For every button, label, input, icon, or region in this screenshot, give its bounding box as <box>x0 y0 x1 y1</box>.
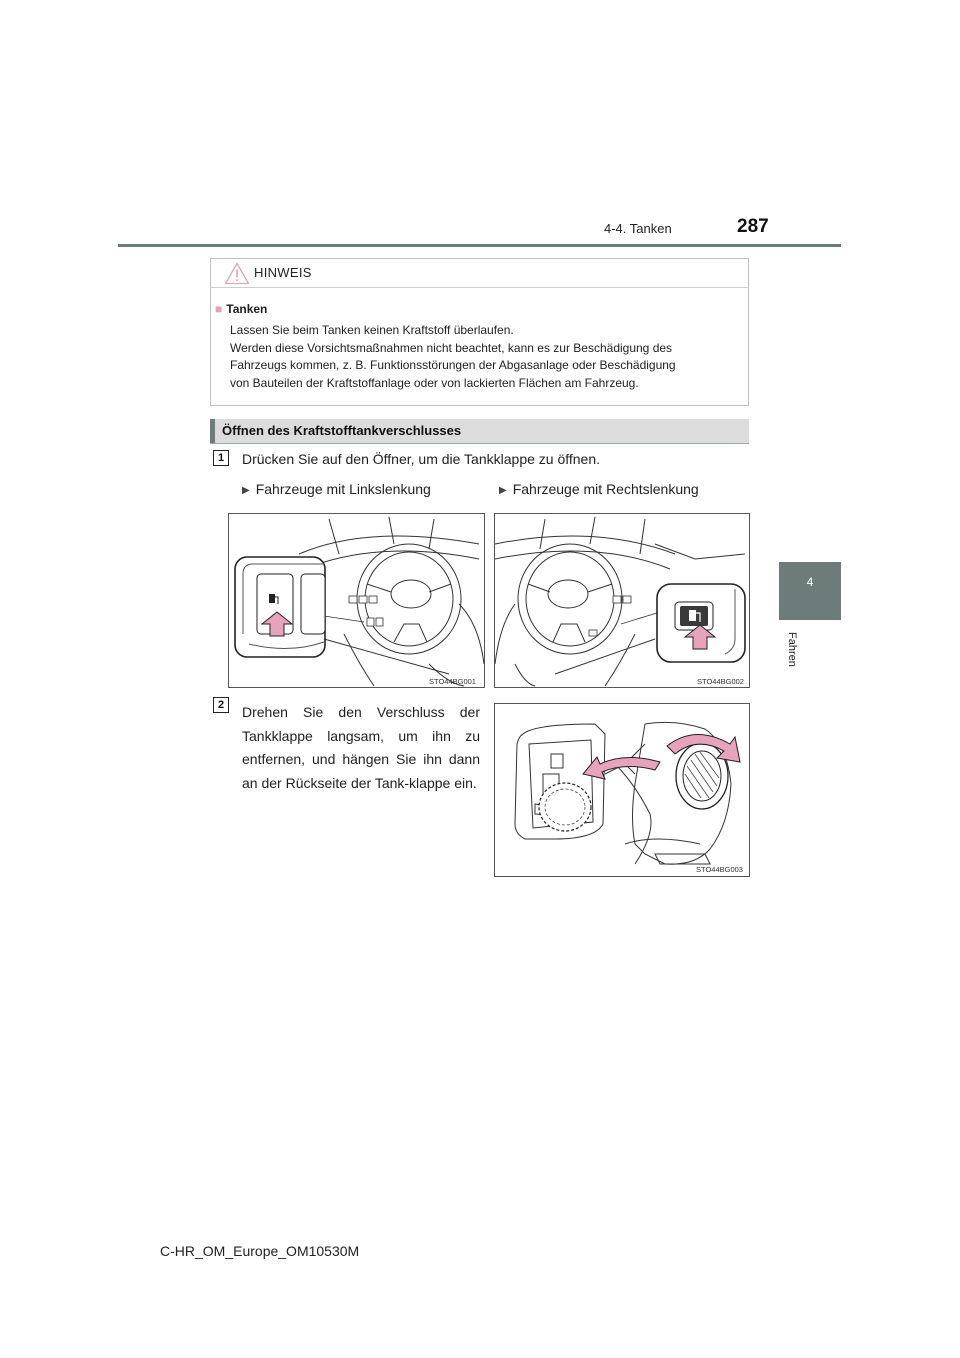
notice-subheading <box>215 302 267 316</box>
section-title: 4-4. Tanken <box>604 221 672 236</box>
warning-triangle-icon <box>224 262 250 285</box>
figure-cap-code: STO44BG003 <box>696 865 743 874</box>
triangle-bullet-icon: ▶ <box>499 485 507 496</box>
chapter-tab-number: 4 <box>806 575 814 589</box>
triangle-bullet-icon: ▶ <box>242 485 250 496</box>
figure-right-hand-drive <box>494 513 750 688</box>
square-bullet-icon: ■ <box>215 302 223 316</box>
step-2-text: Drehen Sie den Verschluss der Tankklappe langsam, um ihn zu entfernen, und hängen Sie ihn dann an der Rückseite der Tank-klappe ein. <box>242 704 480 791</box>
chapter-tab-label: Fahren <box>786 632 798 667</box>
figure-right-code: STO44BG002 <box>697 677 744 686</box>
figure-fuel-cap <box>494 703 750 877</box>
variant-right-label: Fahrzeuge mit Rechtslenkung <box>512 481 699 497</box>
fuel-filler-neck <box>676 743 728 809</box>
notice-line: Werden diese Vorsichtsmaßnahmen nicht beachtet, kann es zur Beschädigung des <box>230 340 673 355</box>
page-number: 287 <box>737 216 769 237</box>
step-number-1: 1 <box>213 450 229 466</box>
chapter-tab <box>779 562 841 620</box>
variant-left-label: Fahrzeuge mit Linkslenkung <box>255 481 431 497</box>
notice-line: Lassen Sie beim Tanken keinen Kraftstoff überlaufen. <box>230 323 514 337</box>
notice-text <box>230 322 739 392</box>
dashboard-illustration-left <box>229 514 484 687</box>
figure-left-code: STO44BG001 <box>429 677 476 686</box>
step-1-text: Drücken Sie auf den Öffner, um die Tankklappe zu öffnen. <box>242 451 601 467</box>
header-rule <box>118 244 841 247</box>
variant-left-hand-drive <box>242 481 431 497</box>
notice-line: Fahrzeugs kommen, z. B. Funktionsstörungen der Abgasanlage oder Beschädigung <box>230 358 676 372</box>
dashboard-illustration-right <box>495 514 749 687</box>
figure-left-hand-drive <box>228 513 485 688</box>
notice-subheading-text: Tanken <box>226 302 268 316</box>
hanging-cap-dashed <box>539 783 591 831</box>
notice-line: von Bauteilen der Kraftstoffanlage oder von lackierten Flächen am Fahrzeug. <box>230 375 639 390</box>
section-underline <box>210 443 749 444</box>
step-number-2: 2 <box>213 697 229 713</box>
variant-right-hand-drive <box>499 481 699 497</box>
notice-title: HINWEIS <box>254 265 312 280</box>
document-footer: C-HR_OM_Europe_OM10530M <box>160 1243 360 1259</box>
move-arrow-icon <box>583 757 660 779</box>
section-heading-accent <box>210 419 215 443</box>
fuel-cap-illustration <box>495 704 749 876</box>
section-heading: Öffnen des Kraftstofftankverschlusses <box>222 423 462 438</box>
